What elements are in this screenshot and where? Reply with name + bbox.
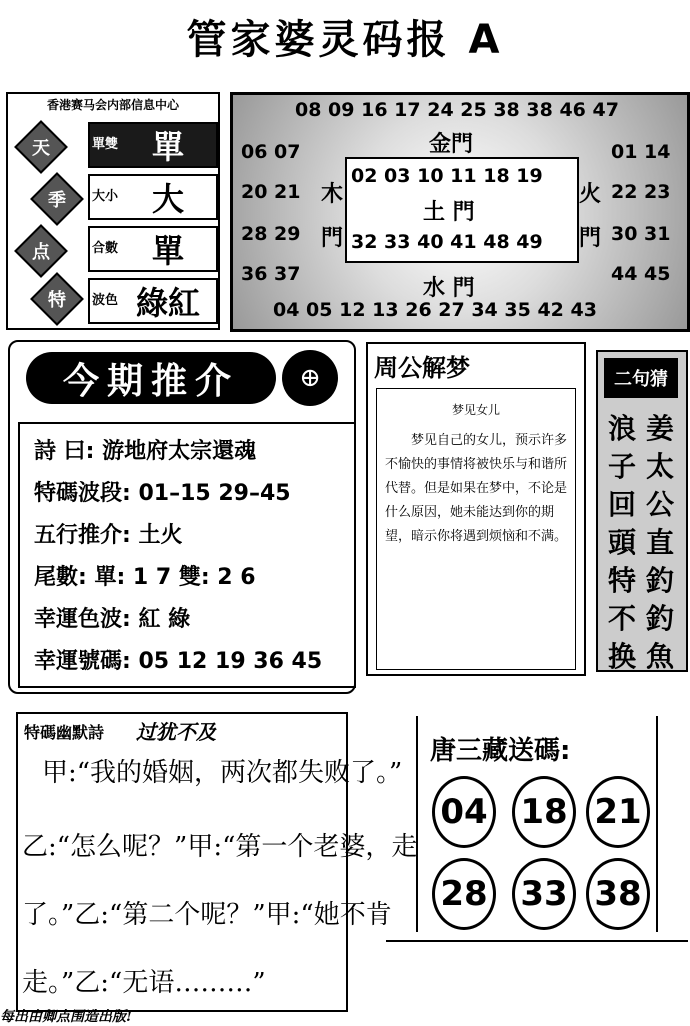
- recommendation-body: [18, 422, 356, 688]
- grid-left-row: 36 37: [241, 263, 301, 285]
- badge-tian: [14, 120, 68, 174]
- footer-text: 每出由卿点围造出版!: [0, 1009, 133, 1025]
- number-ball: 33: [512, 858, 576, 930]
- grid-center-bottom: 32 33 40 41 48 49: [351, 231, 543, 253]
- info-row-wave-color: [88, 278, 218, 324]
- grid-water-gate: 水 門: [423, 276, 475, 301]
- rec-five-elements: 五行推介: 土火: [34, 523, 183, 548]
- info-row-sum: [88, 226, 218, 272]
- info-row-value: 單: [151, 128, 184, 166]
- grid-right-row: 01 14: [611, 141, 671, 163]
- info-row-label: 合數: [91, 241, 118, 256]
- badge-label: 季: [48, 190, 66, 211]
- joke-line: 乙:“怎么呢？”甲:“第一个老婆，走: [22, 832, 418, 862]
- grid-center-top: 02 03 10 11 18 19: [351, 165, 543, 187]
- number-ball: 04: [432, 776, 496, 848]
- grid-left-row: 06 07: [241, 141, 301, 163]
- logo-icon: ⊕: [282, 350, 338, 406]
- joke-line: 甲:“我的婚姻，两次都失败了。”: [42, 758, 403, 788]
- info-row-big-small: [88, 174, 218, 220]
- info-row-odd-even: [88, 122, 218, 168]
- number-ball: 38: [586, 858, 650, 930]
- humor-poem-panel: [16, 712, 418, 1012]
- dream-content: [376, 388, 576, 670]
- info-row-value: 單: [151, 232, 184, 270]
- rec-numbers: 幸運號碼: 05 12 19 36 45: [34, 649, 323, 674]
- grid-right-row: 44 45: [611, 263, 671, 285]
- recommendation-title: 今期推介: [26, 352, 276, 404]
- divider-line: [386, 940, 688, 942]
- joke-heading: 特碼幽默詩: [24, 723, 105, 742]
- info-row-value: 大: [151, 180, 184, 218]
- number-ball: 18: [512, 776, 576, 848]
- joke-title: 过犹不及: [136, 720, 216, 744]
- recommendation-panel: [8, 340, 356, 694]
- grid-wood-gate: 門: [321, 226, 344, 251]
- badge-label: 点: [32, 242, 50, 263]
- badge-te: [30, 272, 84, 326]
- grid-top-numbers: 08 09 16 17 24 25 38 38 46 47: [295, 99, 619, 121]
- grid-wood: 木: [321, 182, 344, 207]
- guess-column-right: 姜太公直釣釣魚: [645, 412, 674, 673]
- rec-poem: 詩 曰: 游地府太宗還魂: [34, 439, 257, 464]
- dream-subtitle: 梦见女儿: [451, 403, 500, 417]
- grid-right-row: 30 31: [611, 223, 671, 245]
- dream-panel: [366, 342, 586, 676]
- info-row-label: 波色: [91, 293, 118, 308]
- tang-title: 唐三藏送碼:: [430, 736, 571, 766]
- badge-dian: [14, 224, 68, 278]
- joke-line: 了。”乙:“第二个呢？”甲:“她不肯: [22, 900, 392, 930]
- info-panel: [6, 92, 220, 330]
- joke-line: 走。”乙:“无语………”: [22, 968, 266, 998]
- guess-title: 二句猜: [604, 358, 678, 398]
- grid-gold-gate: 金門: [429, 132, 474, 157]
- dream-text: 梦见自己的女儿，预示许多不愉快的事情将被快乐与和谐所代替。但是如果在梦中，不论是什么原因，她未能达到你的期望，暗示你将遇到烦恼和不满。: [385, 433, 568, 544]
- grid-fire: 火: [579, 182, 602, 207]
- badge-label: 天: [32, 138, 50, 159]
- info-row-value: 綠紅: [135, 284, 200, 322]
- grid-left-row: 28 29: [241, 223, 301, 245]
- number-ball: 28: [432, 858, 496, 930]
- two-line-guess-panel: [596, 350, 688, 672]
- info-row-label: 單雙: [91, 137, 118, 152]
- grid-center-box: [345, 157, 579, 263]
- badge-ji: [30, 172, 84, 226]
- number-ball: 21: [586, 776, 650, 848]
- badge-label: 特: [48, 290, 66, 311]
- grid-bottom-numbers: 04 05 12 13 26 27 34 35 42 43: [273, 299, 597, 321]
- grid-right-row: 22 23: [611, 181, 671, 203]
- info-row-label: 大小: [91, 189, 118, 204]
- dream-title: 周公解梦: [374, 354, 470, 382]
- grid-fire-gate: 門: [579, 226, 602, 251]
- info-header: 香港赛马会内部信息中心: [46, 98, 179, 112]
- page-title: 管家婆灵码报 A: [186, 17, 504, 63]
- rec-color: 幸運色波: 紅 綠: [34, 607, 191, 632]
- rec-tail: 尾數: 單: 1 7 雙: 2 6: [34, 565, 256, 590]
- rec-range: 特碼波段: 01–15 29–45: [34, 481, 291, 506]
- five-element-grid: [230, 92, 690, 332]
- guess-column-left: 浪子回頭特不换: [607, 412, 636, 673]
- grid-earth-gate: 土 門: [423, 200, 475, 225]
- grid-left-row: 20 21: [241, 181, 301, 203]
- tang-numbers-panel: [416, 716, 658, 932]
